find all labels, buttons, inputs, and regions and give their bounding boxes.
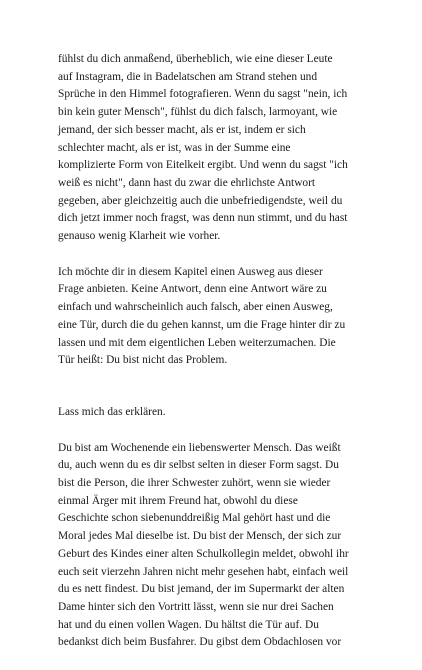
text-line: Frage anbieten. Keine Antwort, denn eine Antwort wäre zu: [58, 283, 327, 296]
text-line: fühlst du dich anmaßend, überheblich, wie eine dieser Leute: [58, 53, 333, 65]
paragraph-2: [58, 264, 376, 370]
text-line: gegeben, aber gleichzeitig auch die unbefriedigendste, weil du: [58, 194, 343, 207]
text-line: genauso wenig Klarheit wie vorher.: [58, 230, 221, 243]
text-line: hat und du einen vollen Wagen. Du hältst die Tür auf. Du: [58, 618, 319, 631]
text-line: Du bist am Wochenende ein liebenswerter Mensch. Das weißt: [58, 441, 341, 454]
text-line: Sprüche in den Himmel fotografieren. Wenn du sagst "nein, ich: [58, 88, 348, 101]
text-line: Tür heißt: Du bist nicht das Problem.: [58, 354, 228, 367]
paragraph-3: [58, 404, 376, 422]
text-line: einfach und wahrscheinlich auch falsch, aber einen Ausweg,: [58, 301, 333, 314]
text-line: bedankst dich beim Busfahrer. Du gibst dem Obdachlosen vor: [58, 636, 342, 649]
text-line: jemand, der sich besser macht, als er ist, indem er sich: [58, 123, 306, 136]
text-line: Geburt des Kindes einer alten Schulkollegin meldet, obwohl ihr: [58, 547, 349, 560]
text-line: komplizierte Form von Eitelkeit ergibt. Und wenn du sagst "ich: [58, 159, 348, 172]
text-line: bin kein guter Mensch", fühlst du dich falsch, larmoyant, wie: [58, 106, 338, 119]
paragraph-1: [58, 51, 376, 246]
text-line: euch seit vierzehn Jahren nicht mehr gesehen habt, einfach weil: [58, 565, 349, 578]
text-line: weiß es nicht", dann hast du zwar die ehrlichste Antwort: [58, 176, 316, 189]
paragraph-4: [58, 440, 376, 652]
text-line: Ich möchte dir in diesem Kapitel einen Ausweg aus dieser: [58, 265, 323, 278]
text-line: Moral jedes Mal dieselbe ist. Du bist der Mensch, der sich zur: [58, 530, 342, 543]
text-line: Geschichte schon siebenunddreißig Mal gehört hast und die: [58, 512, 331, 525]
text-line: bist die Person, die ihrer Schwester zuhört, wenn sie wieder: [58, 477, 331, 490]
text-line: schlechter macht, als er ist, was in der Summe eine: [58, 141, 291, 154]
text-line: Dame hinter sich den Vortritt lässt, wenn sie nur drei Sachen: [58, 600, 334, 613]
text-line: dich jetzt immer noch fragst, was denn nun stimmt, und du hast: [58, 212, 348, 225]
text-line: du es nett findest. Du bist jemand, der im Supermarkt der alten: [58, 583, 345, 596]
text-line: eine Tür, durch die du gehen kannst, um die Frage hinter dir zu: [58, 318, 346, 331]
text-line: du, auch wenn du es dir selbst selten in dieser Form sagst. Du: [58, 459, 339, 472]
text-line: auf Instagram, die in Badelatschen am Strand stehen und: [58, 70, 318, 83]
text-line: einmal Ärger mit ihrem Freund hat, obwohl du diese: [58, 494, 298, 507]
text-column: [58, 51, 376, 670]
text-line: Lass mich das erklären.: [58, 405, 166, 418]
text-line: lassen und mit dem eigentlichen Leben weiterzumachen. Die: [58, 336, 336, 349]
